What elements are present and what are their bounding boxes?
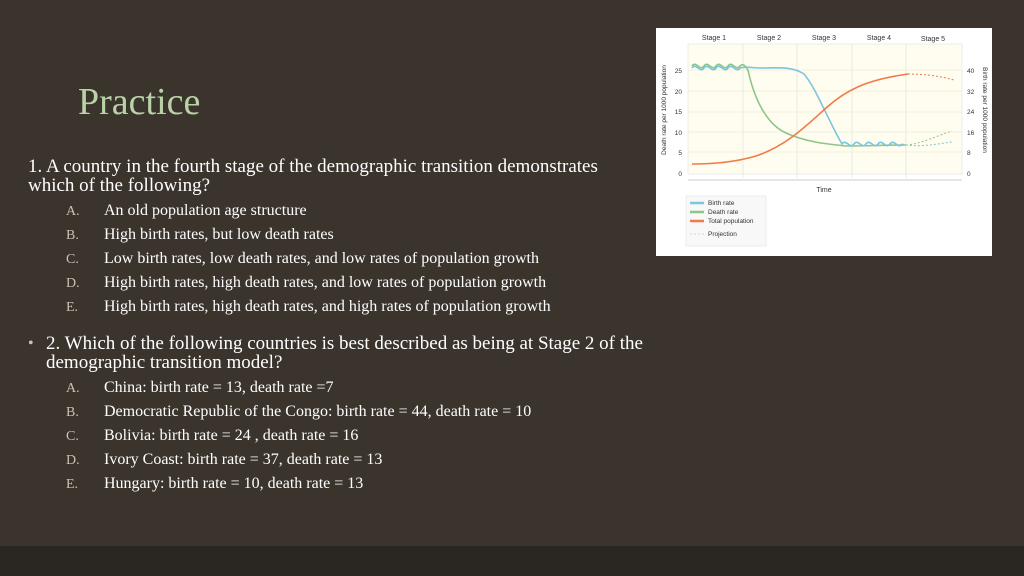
option-letter: B. bbox=[66, 228, 79, 243]
question-2 bbox=[28, 334, 648, 372]
option-text: Ivory Coast: birth rate = 37, death rate = 13 bbox=[104, 451, 383, 468]
tick-label: 16 bbox=[967, 130, 975, 137]
stage-label: Stage 1 bbox=[701, 35, 727, 42]
question-2-options bbox=[66, 379, 666, 499]
stage-label: Stage 2 bbox=[756, 35, 782, 42]
bullet-icon: • bbox=[28, 335, 34, 352]
footer-bar bbox=[0, 546, 1024, 576]
demographic-transition-chart bbox=[656, 28, 992, 256]
option-letter: E. bbox=[66, 477, 79, 492]
question-2-text: 2. Which of the following countries is best described as being at Stage 2 of the demographic transition model? bbox=[46, 333, 643, 373]
legend-label: Death rate bbox=[708, 209, 739, 216]
option-item bbox=[66, 274, 666, 298]
option-item bbox=[66, 451, 666, 475]
option-text: High birth rates, high death rates, and low rates of population growth bbox=[104, 274, 547, 291]
tick-label: 40 bbox=[967, 68, 975, 75]
option-text: High birth rates, high death rates, and high rates of population growth bbox=[104, 298, 551, 315]
stage-label: Stage 3 bbox=[811, 35, 837, 42]
option-item bbox=[66, 403, 666, 427]
option-letter: D. bbox=[66, 453, 80, 468]
option-item bbox=[66, 298, 666, 322]
option-letter: C. bbox=[66, 252, 79, 267]
stage-label: Stage 4 bbox=[866, 35, 892, 42]
legend-label: Projection bbox=[708, 231, 737, 238]
tick-label: 24 bbox=[967, 109, 975, 116]
tick-label: 5 bbox=[678, 150, 682, 157]
option-item bbox=[66, 202, 666, 226]
tick-label: 0 bbox=[967, 171, 971, 178]
option-letter: B. bbox=[66, 405, 79, 420]
option-text: Hungary: birth rate = 10, death rate = 13 bbox=[104, 475, 364, 492]
left-axis-label: Death rate per 1000 population bbox=[661, 65, 668, 155]
chart-legend bbox=[686, 196, 766, 246]
option-letter: C. bbox=[66, 429, 79, 444]
option-text: An old population age structure bbox=[104, 202, 307, 219]
question-1-text: 1. A country in the fourth stage of the demographic transition demonstrates which of the following? bbox=[28, 156, 598, 196]
tick-label: 32 bbox=[967, 89, 975, 96]
option-item bbox=[66, 475, 666, 499]
left-ticks bbox=[675, 68, 683, 178]
option-item bbox=[66, 226, 666, 250]
option-item bbox=[66, 379, 666, 403]
question-1-options bbox=[66, 202, 666, 322]
legend-label: Total population bbox=[708, 218, 754, 225]
option-text: Democratic Republic of the Congo: birth rate = 44, death rate = 10 bbox=[104, 403, 532, 420]
slide-title: Practice bbox=[78, 81, 201, 123]
option-letter: A. bbox=[66, 204, 80, 219]
right-axis-label: Birth rate per 1000 population bbox=[981, 67, 988, 153]
tick-label: 10 bbox=[674, 130, 682, 137]
option-item bbox=[66, 250, 666, 274]
option-letter: D. bbox=[66, 276, 80, 291]
chart-svg bbox=[656, 28, 992, 256]
tick-label: 20 bbox=[674, 89, 682, 96]
option-text: High birth rates, but low death rates bbox=[104, 226, 334, 243]
tick-label: 8 bbox=[967, 150, 971, 157]
tick-label: 15 bbox=[674, 109, 682, 116]
option-text: Low birth rates, low death rates, and low rates of population growth bbox=[104, 250, 539, 267]
option-letter: A. bbox=[66, 381, 80, 396]
legend-label: Birth rate bbox=[708, 200, 735, 207]
option-item bbox=[66, 427, 666, 451]
stage-label: Stage 5 bbox=[920, 36, 946, 43]
option-text: China: birth rate = 13, death rate =7 bbox=[104, 379, 334, 396]
x-axis-label: Time bbox=[816, 187, 832, 194]
right-ticks bbox=[967, 68, 975, 178]
tick-label: 0 bbox=[678, 171, 682, 178]
option-letter: E. bbox=[66, 300, 79, 315]
option-text: Bolivia: birth rate = 24 , death rate = 16 bbox=[104, 427, 359, 444]
tick-label: 25 bbox=[674, 68, 682, 75]
